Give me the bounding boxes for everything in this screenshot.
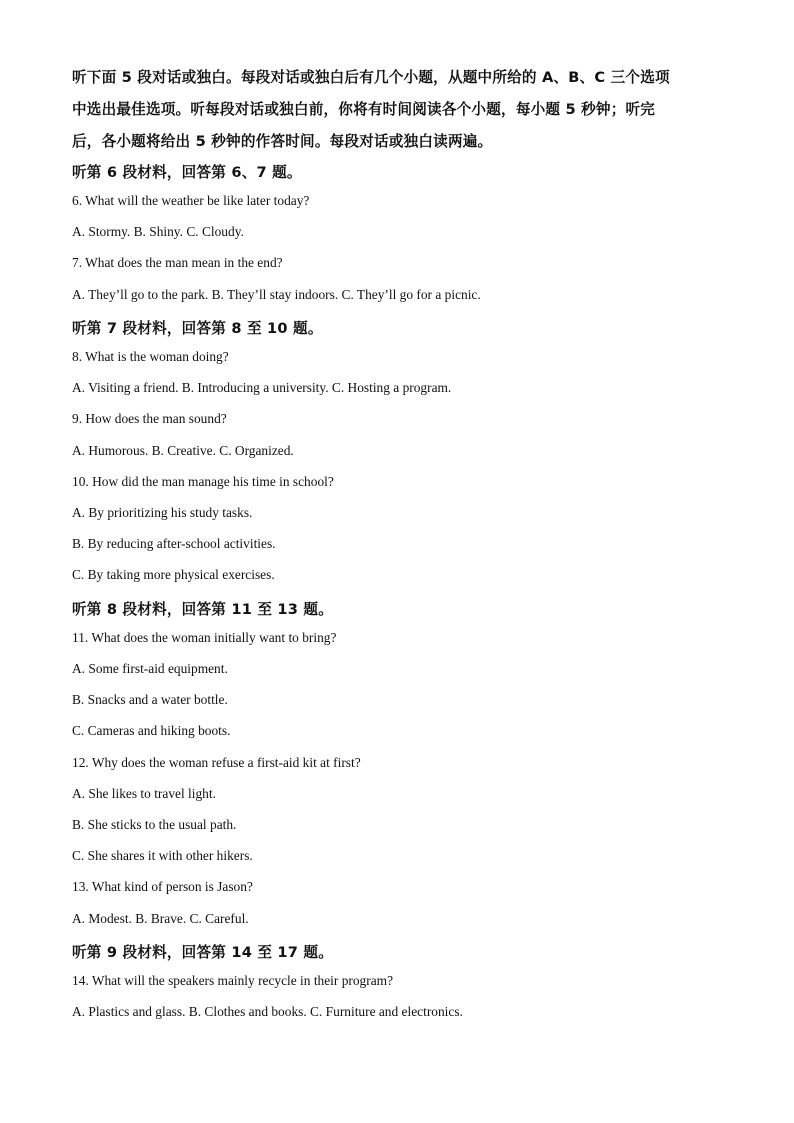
- question-text: 7. What does the man mean in the end?: [72, 255, 283, 270]
- answer-options: A. They’ll go to the park. B. They’ll stay indoors. C. They’ll go for a picnic.: [72, 287, 481, 302]
- answer-option: A. She likes to travel light.: [72, 786, 216, 801]
- answer-option: B. By reducing after-school activities.: [72, 536, 276, 551]
- section-heading: 听第 9 段材料，回答第 14 至 17 题。: [72, 944, 333, 961]
- question-text: 6. What will the weather be like later today?: [72, 193, 310, 208]
- question-text: 12. Why does the woman refuse a first-aid kit at first?: [72, 755, 361, 770]
- answer-options: A. Stormy. B. Shiny. C. Cloudy.: [72, 224, 244, 239]
- answer-option: A. By prioritizing his study tasks.: [72, 505, 253, 520]
- instructions-line-1: 听下面 5 段对话或独白。每段对话或独白后有几个小题，从题中所给的 A、B、C 三个选项: [72, 69, 670, 86]
- instructions-line-3: 后，各小题将给出 5 秒钟的作答时间。每段对话或独白读两遍。: [72, 133, 493, 150]
- instructions-line-2: 中选出最佳选项。听每段对话或独白前，你将有时间阅读各个小题，每小题 5 秒钟；听完: [72, 101, 656, 118]
- answer-options: A. Visiting a friend. B. Introducing a university. C. Hosting a program.: [72, 380, 452, 395]
- question-text: 8. What is the woman doing?: [72, 349, 229, 364]
- answer-option: C. She shares it with other hikers.: [72, 848, 253, 863]
- answer-option: B. Snacks and a water bottle.: [72, 692, 228, 707]
- answer-options: A. Humorous. B. Creative. C. Organized.: [72, 443, 294, 458]
- question-text: 10. How did the man manage his time in school?: [72, 474, 334, 489]
- answer-option: B. She sticks to the usual path.: [72, 817, 237, 832]
- answer-option: C. By taking more physical exercises.: [72, 567, 275, 582]
- question-text: 13. What kind of person is Jason?: [72, 879, 253, 894]
- answer-options: A. Plastics and glass. B. Clothes and books. C. Furniture and electronics.: [72, 1004, 463, 1019]
- question-text: 14. What will the speakers mainly recycle in their program?: [72, 973, 394, 988]
- answer-options: A. Modest. B. Brave. C. Careful.: [72, 911, 249, 926]
- section-heading: 听第 6 段材料，回答第 6、7 题。: [72, 164, 302, 181]
- section-heading: 听第 7 段材料，回答第 8 至 10 题。: [72, 320, 323, 337]
- question-text: 11. What does the woman initially want to bring?: [72, 630, 337, 645]
- answer-option: C. Cameras and hiking boots.: [72, 723, 231, 738]
- question-text: 9. How does the man sound?: [72, 411, 227, 426]
- answer-option: A. Some first-aid equipment.: [72, 661, 228, 676]
- section-heading: 听第 8 段材料，回答第 11 至 13 题。: [72, 601, 333, 618]
